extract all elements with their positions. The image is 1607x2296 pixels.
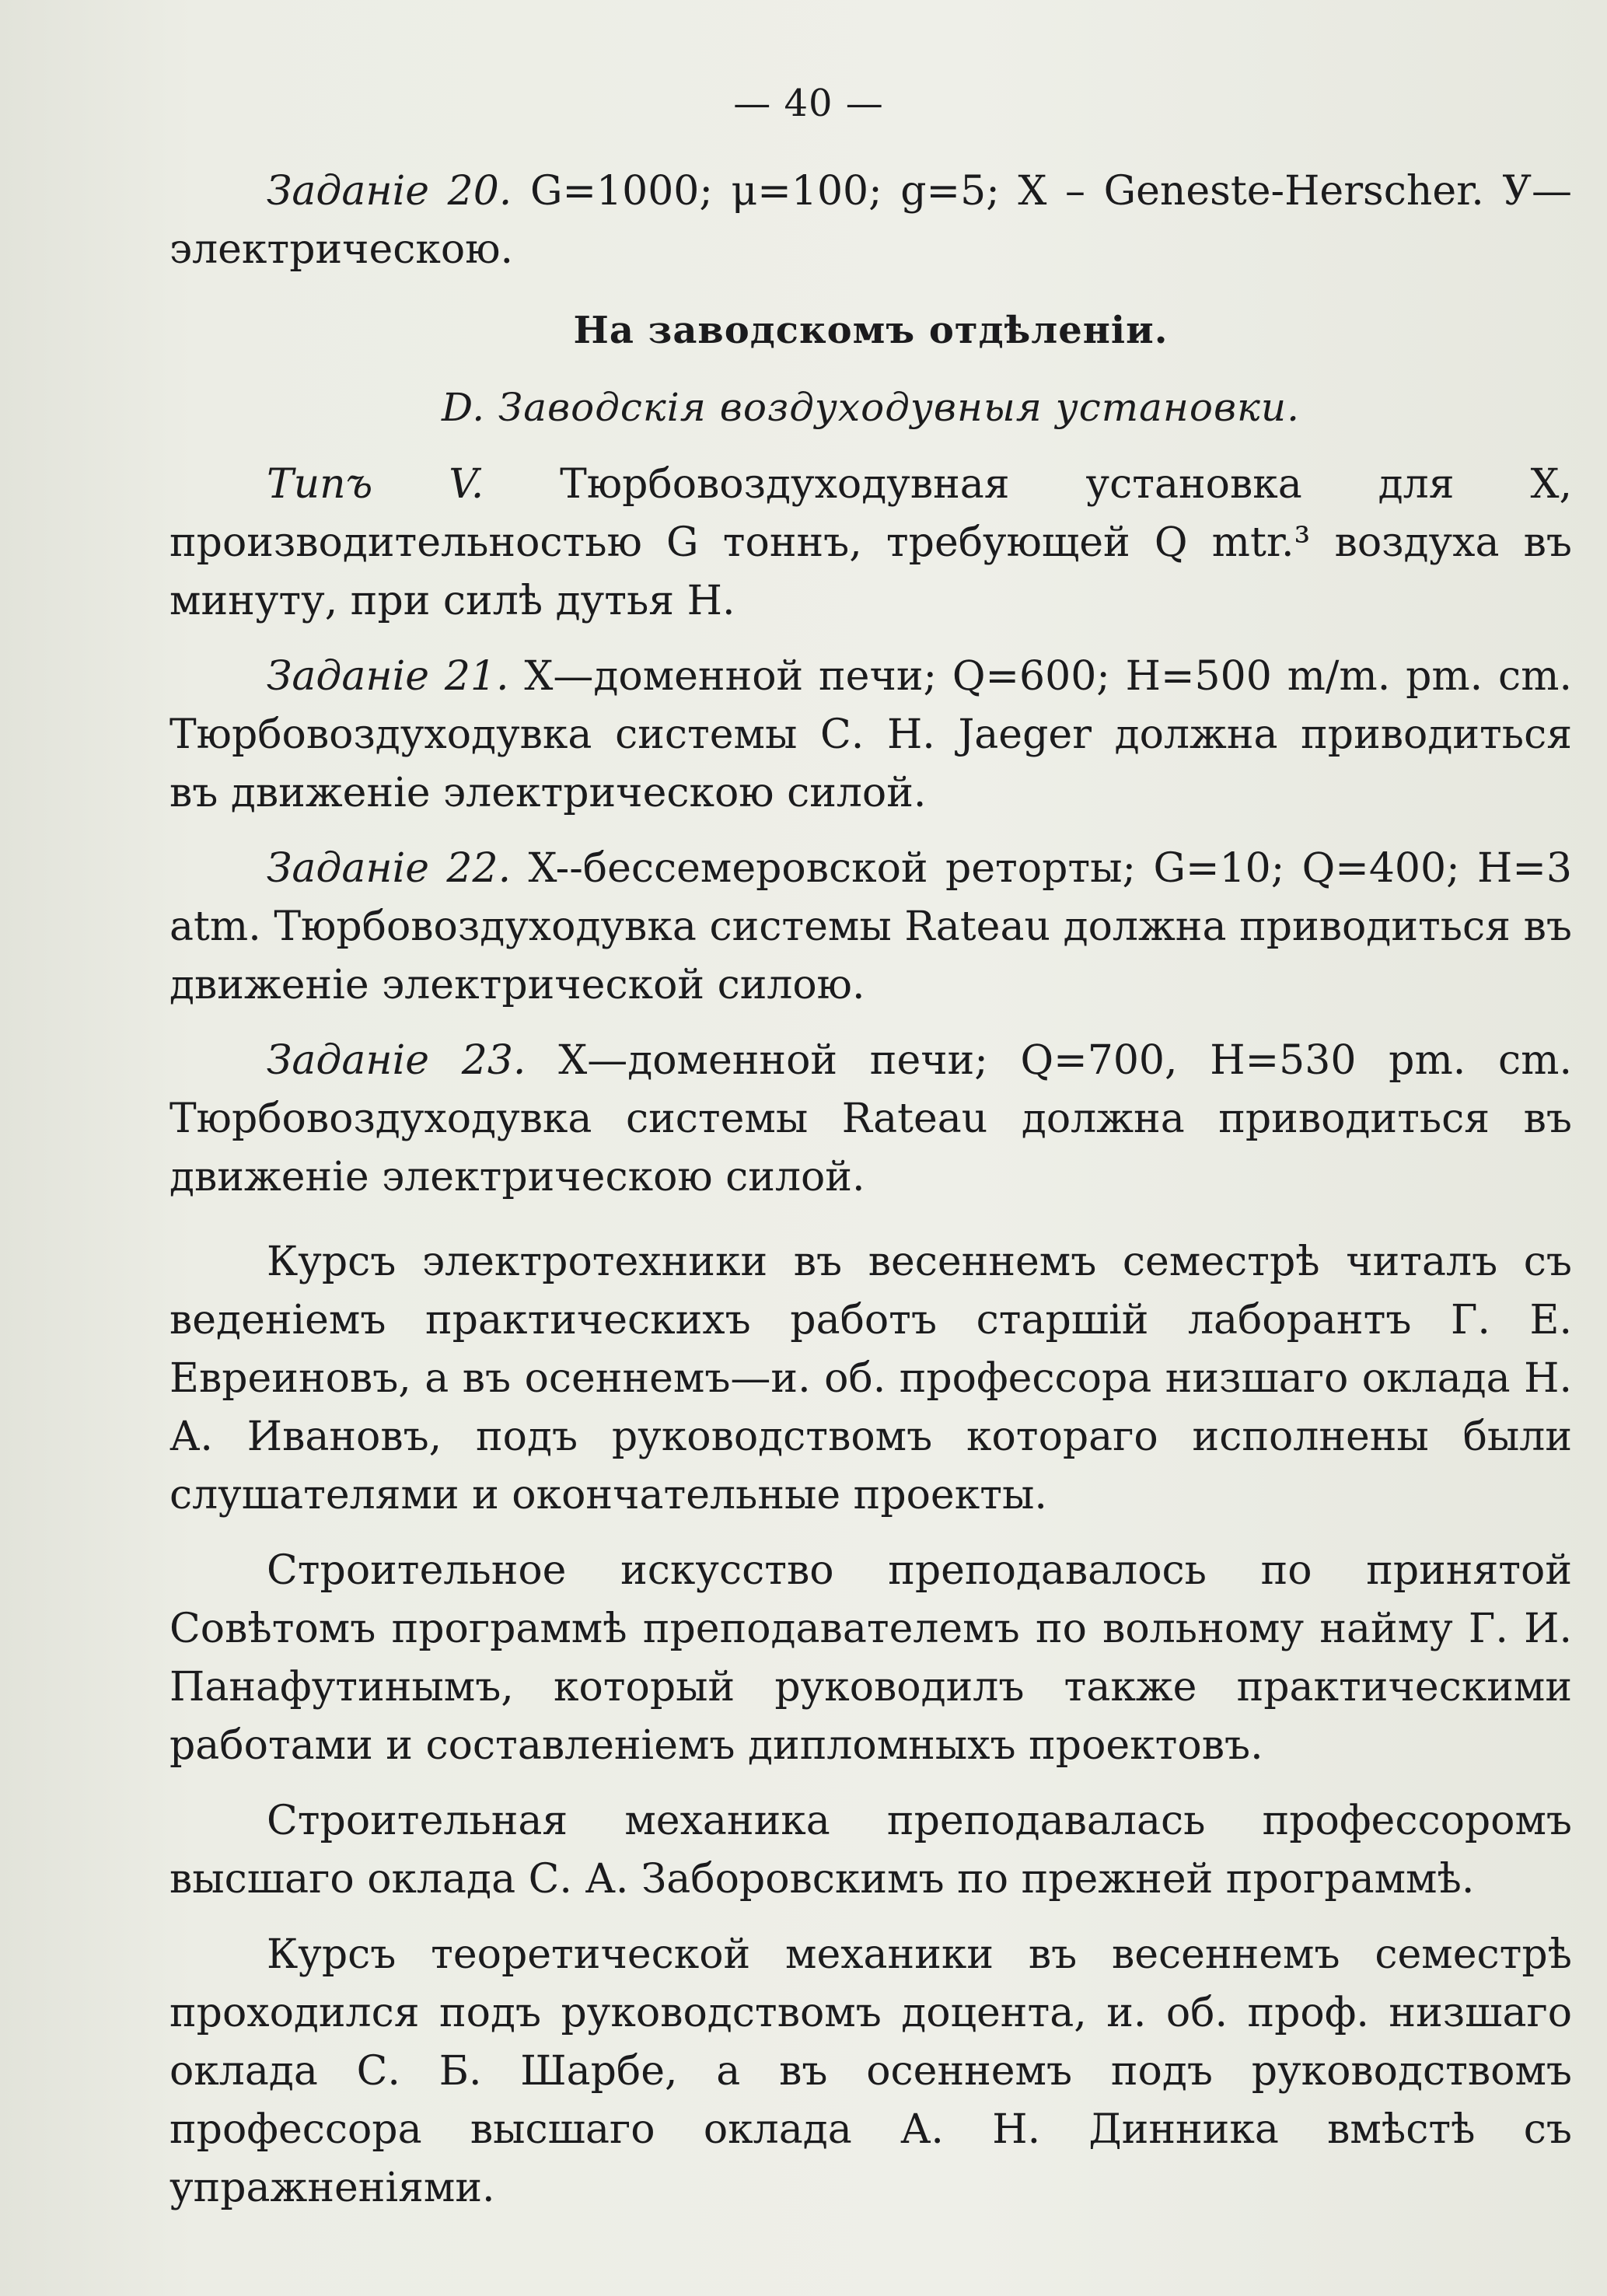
body-paragraph: Курсъ электротехники въ весеннемъ семестрѣ читалъ съ веденіемъ практическихъ работъ старшій лаборантъ Г. Е. Евреиновъ, а въ осеннемъ—и. об. профессора низшаго оклада Н. А. Ивановъ, подъ руководствомъ котораго исполнены были слушателями и окончательные проекты. <box>169 1239 1572 1518</box>
task-text: X—доменной печи; Q=600; H=500 m/m. pm. cm. Тюрбовоздуходувка системы С. H. Jaeger должна приводиться въ движеніе электрическою силой. <box>169 653 1572 816</box>
section-heading: На заводскомъ отдѣленіи. <box>573 309 1169 352</box>
body-paragraph: Строительная механика преподавалась профессоромъ высшаго оклада С. А. Заборовскимъ по прежней программѣ. <box>169 1798 1572 1903</box>
task-label: Заданіе 20. <box>267 168 512 215</box>
body-paragraph: Строительное искусство преподавалось по принятой Совѣтомъ программѣ преподавателемъ по вольному найму Г. И. Панафутинымъ, который руководилъ также практическими работами и составленіемъ дипломныхъ проектовъ. <box>169 1547 1572 1769</box>
type-text: Тюрбовоздуходувная установка для X, производительностью G тоннъ, требующей Q mtr.³ воздуха въ минуту, при силѣ дутья H. <box>169 461 1573 624</box>
task-label: Заданіе 21. <box>267 653 509 700</box>
subsection-heading: D. Заводскія воздуходувныя установки. <box>441 385 1301 430</box>
task-text: X--бессемеровской реторты; G=10; Q=400; H=3 atm. Тюрбовоздуходувка системы Rateau должна приводиться въ движеніе электрической силою. <box>169 845 1572 1008</box>
task-22-paragraph <box>169 840 1572 1015</box>
page-number: — 40 — <box>733 82 884 125</box>
type-v-paragraph <box>169 456 1572 631</box>
task-label: Заданіе 22. <box>267 845 512 892</box>
task-text: G=1000; μ=100; g=5; X – Geneste-Herscher. У—электрическою. <box>169 168 1572 273</box>
task-20-paragraph <box>169 163 1572 279</box>
task-21-paragraph <box>169 648 1572 823</box>
task-23-paragraph <box>169 1032 1572 1207</box>
type-label: Типъ V. <box>267 461 484 508</box>
task-label: Заданіе 23. <box>267 1037 526 1084</box>
task-text: X—доменной печи; Q=700, H=530 pm. cm. Тюрбовоздуходувка системы Rateau должна приводиться въ движеніе электрическою силой. <box>169 1037 1573 1200</box>
body-paragraph: Курсъ теоретической механики въ весеннемъ семестрѣ проходился подъ руководствомъ доцента, и. об. проф. низшаго оклада С. Б. Шарбе, а въ осеннемъ подъ руководствомъ профессора высшаго оклада А. Н. Динника вмѣстѣ съ упражненіями. <box>169 1931 1572 2211</box>
